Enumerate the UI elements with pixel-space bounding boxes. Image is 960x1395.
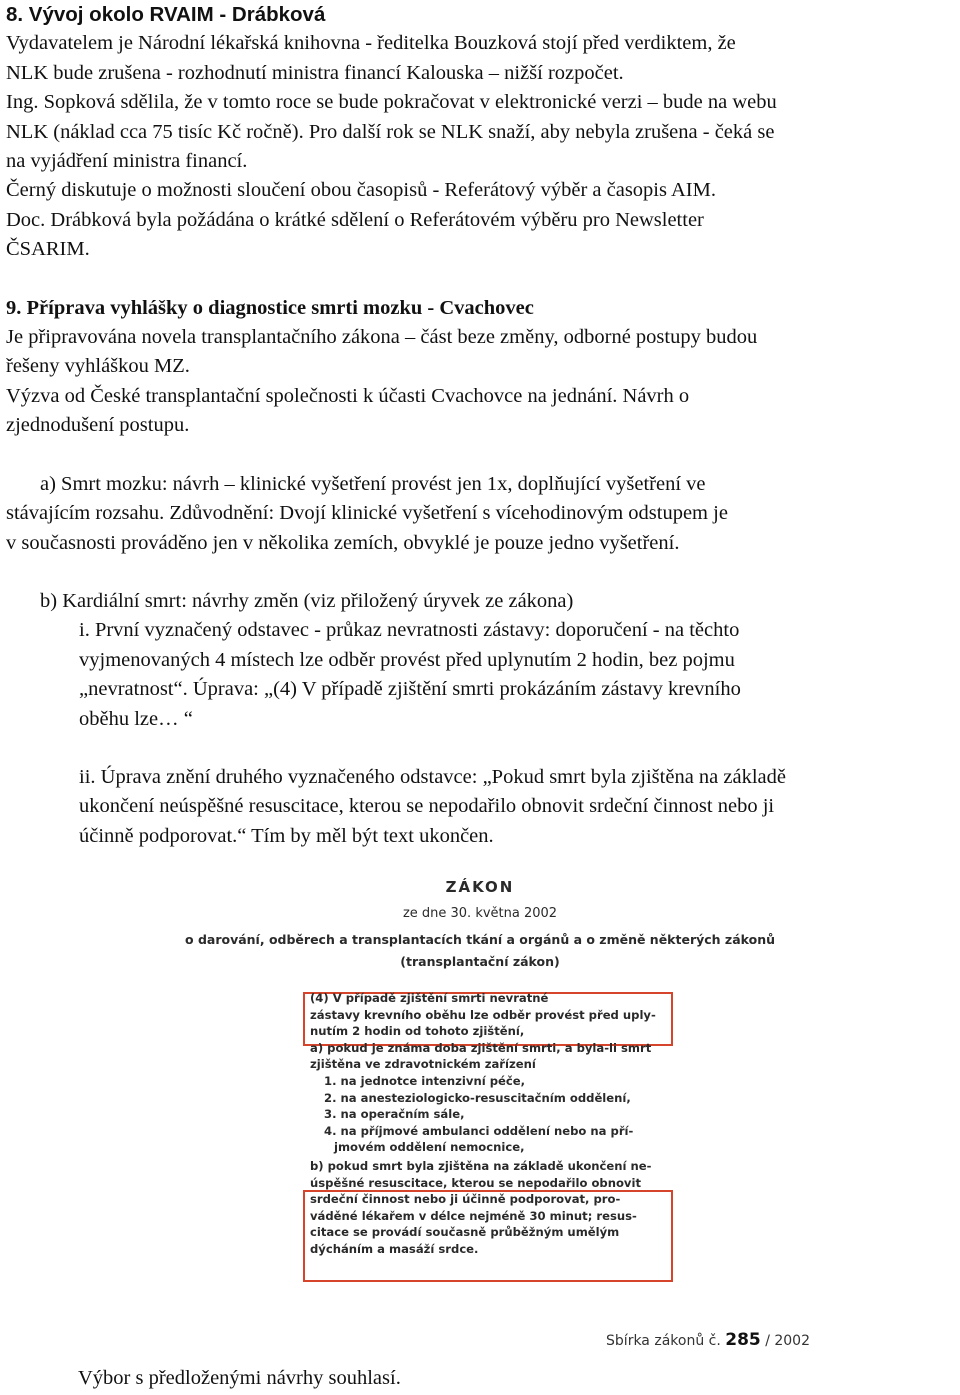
text-line: Je připravována novela transplantačního zákona – část beze změny, odborné postupy budou	[6, 326, 758, 349]
item-a-line: stávajícím rozsahu. Zdůvodnění: Dvojí klinické vyšetření s vícehodinovým odstupem je	[6, 502, 728, 525]
law-text-line: 1. na jednotce intenzivní péče,	[324, 1073, 526, 1088]
law-short-name: (transplantační zákon)	[400, 954, 560, 969]
text-line: na vyjádření ministra financí.	[6, 150, 248, 173]
collection-number: 285	[725, 1330, 761, 1350]
law-title: ZÁKON	[445, 878, 515, 896]
law-text	[310, 990, 680, 1258]
closing-statement: Výbor s předloženými návrhy souhlasí.	[78, 1367, 401, 1389]
text-line: Černý diskutuje o možnosti sloučení obou časopisů - Referátový výběr a časopis AIM.	[6, 179, 716, 202]
item-a-line: v současnosti prováděno jen v několika zemích, obvyklé je pouze jedno vyšetření.	[6, 531, 680, 554]
law-text-line: váděné lékařem v délce nejméně 30 minut; resus-	[310, 1208, 637, 1223]
section-9-heading: 9. Příprava vyhlášky o diagnostice smrti mozku - Cvachovec	[6, 296, 534, 319]
law-collection-reference	[606, 1330, 810, 1350]
law-text-line: 2. na anesteziologicko-resuscitačním oddělení,	[324, 1090, 631, 1105]
item-ii-line: účinně podporovat.“ Tím by měl být text ukončen.	[79, 824, 494, 847]
text-line: Výzva od České transplantační společnosti k účasti Cvachovce na jednání. Návrh o	[6, 384, 690, 407]
law-text-line: b) pokud smrt byla zjištěna na základě ukončení ne-	[310, 1158, 652, 1173]
text-line: Doc. Drábková byla požádána o krátké sdělení o Referátovém výběru pro Newsletter	[6, 208, 704, 231]
law-text-line: citace se provádí současně průběžným umělým	[310, 1225, 620, 1240]
law-text-line: 4. na příjmové ambulanci oddělení nebo na pří-	[324, 1123, 634, 1138]
law-text-line: úspěšné resuscitace, kterou se nepodařilo obnovit	[310, 1175, 642, 1190]
law-text-line: zjištěna ve zdravotnickém zařízení	[310, 1057, 536, 1072]
law-text-line: srdeční činnost nebo ji účinně podporovat, pro-	[310, 1192, 621, 1207]
law-excerpt-scan	[150, 870, 810, 1362]
item-i-line: i. První vyznačený odstavec - průkaz nevratnosti zástavy: doporučení - na těchto	[79, 619, 740, 642]
text-line: NLK (náklad cca 75 tisíc Kč ročně). Pro další rok se NLK snaží, aby nebyla zrušena - čeká se	[6, 120, 775, 143]
section-8-heading: 8. Vývoj okolo RVAIM - Drábková	[6, 3, 326, 26]
document-page	[6, 0, 956, 851]
law-text-line: a) pokud je známa doba zjištění smrti, a byla-li smrt	[310, 1040, 652, 1055]
item-i-line: „nevratnost“. Úprava: „(4) V případě zjištění smrti prokázáním zástavy krevního	[79, 678, 741, 701]
text-line: zjednodušení postupu.	[6, 414, 190, 437]
item-i-line: oběhu lze… “	[79, 707, 193, 730]
law-text-line: dýcháním a masáží srdce.	[310, 1241, 479, 1256]
law-text-line: 3. na operačním sále,	[324, 1107, 465, 1122]
text-line: Vydavatelem je Národní lékařská knihovna - ředitelka Bouzková stojí před verdiktem, že	[6, 32, 736, 55]
item-b-line: b) Kardiální smrt: návrhy změn (viz přiložený úryvek ze zákona)	[40, 589, 574, 612]
item-i-line: vyjmenovaných 4 místech lze odběr provést před uplynutím 2 hodin, bez pojmu	[79, 648, 735, 671]
law-text-line: jmovém oddělení nemocnice,	[334, 1140, 525, 1155]
text-line: ČSARIM.	[6, 238, 90, 261]
item-a-line: a) Smrt mozku: návrh – klinické vyšetření provést jen 1x, doplňující vyšetření ve	[40, 472, 706, 495]
collection-year: / 2002	[765, 1333, 810, 1349]
law-date: ze dne 30. května 2002	[402, 906, 558, 921]
text-line: Ing. Sopková sdělila, že v tomto roce se bude pokračovat v elektronické verzi – bude na webu	[6, 91, 777, 114]
law-text-line: nutím 2 hodin od tohoto zjištění,	[310, 1024, 525, 1039]
text-line: NLK bude zrušena - rozhodnutí ministra financí Kalouska – nižší rozpočet.	[6, 61, 624, 84]
law-text-line: (4) V případě zjištění smrti nevratné	[310, 991, 549, 1005]
item-ii-line: ii. Úprava znění druhého vyznačeného odstavce: „Pokud smrt byla zjištěna na základě	[79, 765, 786, 788]
collection-label: Sbírka zákonů č.	[606, 1333, 721, 1349]
law-text-line: zástavy krevního oběhu lze odběr provést před uply-	[310, 1007, 656, 1022]
item-ii-line: ukončení neúspěšné resuscitace, kterou se nepodařilo obnovit srdeční činnost nebo ji	[79, 795, 775, 818]
text-line: řešeny vyhláškou MZ.	[6, 355, 190, 378]
law-subject: o darování, odběrech a transplantacích tkání a orgánů a o změně některých zákonů	[185, 932, 775, 947]
